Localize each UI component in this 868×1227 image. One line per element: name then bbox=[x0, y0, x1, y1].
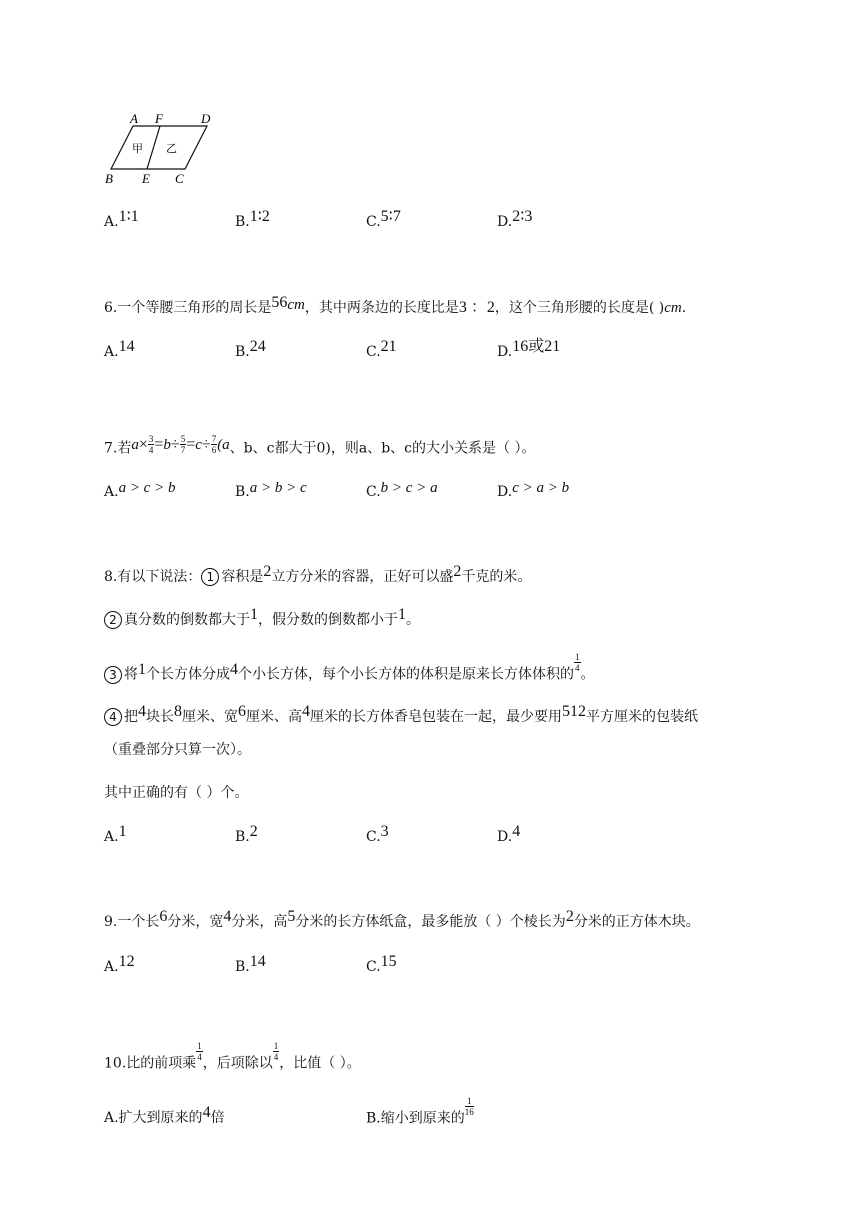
option-value: 1∶1 bbox=[118, 208, 139, 225]
q8-text: 块长 bbox=[146, 709, 174, 725]
option-value: 24 bbox=[249, 338, 266, 355]
equals-sign: = bbox=[186, 435, 196, 453]
q8-text: 真分数的倒数都大于 bbox=[124, 612, 250, 628]
q9-option-c[interactable] bbox=[366, 953, 397, 977]
parallelogram-abcd bbox=[111, 126, 207, 169]
fraction: $\frac{3}{4}$ bbox=[148, 434, 154, 455]
q9-option-a[interactable] bbox=[104, 953, 135, 977]
q10-stem bbox=[104, 1041, 361, 1074]
q8-text: 厘米、宽 bbox=[182, 709, 238, 725]
q8-line5: （重叠部分只算一次）。 bbox=[104, 742, 251, 758]
option-letter: D. bbox=[497, 344, 513, 360]
q10-text: ，比值（ ）。 bbox=[279, 1055, 361, 1072]
option-value: 15 bbox=[380, 953, 397, 970]
option-letter: A. bbox=[104, 344, 119, 360]
q6-unit: cm bbox=[287, 297, 305, 313]
option-letter: C. bbox=[366, 484, 381, 500]
option-text: B.缩小到原来的 bbox=[366, 1110, 465, 1127]
q6-option-b[interactable] bbox=[235, 338, 266, 362]
equals-sign: = bbox=[154, 435, 164, 453]
q8-option-c[interactable] bbox=[366, 823, 389, 847]
circled-number: 4 bbox=[104, 708, 122, 726]
region-jia: 甲 bbox=[132, 142, 143, 155]
q8-line6: 其中正确的有（ ）个。 bbox=[104, 785, 249, 801]
q9-number: 6 bbox=[159, 908, 168, 925]
fraction: $\frac{1}{4}$ bbox=[575, 652, 580, 673]
q9-text: 分米，高 bbox=[231, 914, 288, 930]
q5-option-b[interactable] bbox=[235, 208, 270, 232]
option-letter: B. bbox=[235, 344, 250, 360]
q5-option-d[interactable] bbox=[497, 208, 533, 232]
option-text: A.扩大到原来的 bbox=[104, 1110, 203, 1126]
q8-option-b[interactable] bbox=[235, 823, 258, 847]
q9-stem bbox=[104, 908, 700, 932]
option-letter: B. bbox=[235, 484, 250, 500]
q9-number: 2 bbox=[565, 908, 574, 925]
q7-option-b[interactable] bbox=[235, 482, 307, 502]
option-value: c > a > b bbox=[512, 480, 570, 496]
q6-option-a[interactable] bbox=[104, 338, 135, 362]
q8-number: 512 bbox=[562, 703, 586, 720]
var-a: a bbox=[131, 436, 139, 453]
var-b: b bbox=[163, 436, 171, 453]
q8-text: 平方厘米的包装纸 bbox=[586, 709, 698, 725]
q8-text: 将 bbox=[124, 666, 138, 683]
q6-text: ，其中两条边的长度比是 bbox=[304, 300, 459, 316]
q10-text: ，后项除以 bbox=[202, 1055, 273, 1072]
q8-number: 2 bbox=[263, 563, 272, 580]
label-c: C bbox=[175, 171, 184, 186]
q8-text: 把 bbox=[124, 709, 138, 725]
region-yi: 乙 bbox=[166, 142, 177, 155]
label-a: A bbox=[130, 111, 138, 126]
option-letter: D. bbox=[497, 829, 513, 845]
q8-text: 厘米、高 bbox=[246, 709, 302, 725]
q6-text: 6.一个等腰三角形的周长是 bbox=[104, 300, 272, 316]
option-value: 16或21 bbox=[512, 338, 561, 355]
q8-line1 bbox=[104, 563, 532, 587]
q8-text: 容积是 bbox=[221, 569, 264, 585]
option-letter: C. bbox=[366, 829, 381, 845]
q6-unit: cm bbox=[664, 300, 682, 316]
fraction: $\frac{1}{4}$ bbox=[273, 1041, 279, 1062]
q7-text: a、b、c的大小关系是（ ）。 bbox=[358, 440, 536, 457]
q9-text: 分米的正方体木块。 bbox=[573, 914, 700, 930]
q6-stem bbox=[104, 294, 687, 318]
q9-text: 分米，宽 bbox=[167, 914, 224, 930]
q8-number: 1 bbox=[138, 660, 146, 678]
option-value: 4 bbox=[512, 823, 521, 840]
option-value: 3 bbox=[380, 823, 389, 840]
fraction: $\frac{1}{4}$ bbox=[197, 1041, 202, 1062]
option-letter: B. bbox=[235, 214, 250, 230]
q7-option-d[interactable] bbox=[497, 482, 569, 502]
option-letter: D. bbox=[497, 484, 513, 500]
fraction: $\frac{1}{16}$ bbox=[464, 1096, 474, 1117]
q6-text: . bbox=[681, 300, 687, 316]
option-value: 1 bbox=[118, 823, 127, 840]
q8-number: 6 bbox=[238, 703, 246, 720]
q5-option-a[interactable] bbox=[104, 208, 139, 232]
option-value: 12 bbox=[118, 953, 135, 970]
option-text: 倍 bbox=[210, 1110, 225, 1126]
label-e: E bbox=[142, 171, 150, 186]
q8-text: ，假分数的倒数都小于 bbox=[258, 612, 398, 628]
q6-text: ，这个三角形腰的长度是( ) bbox=[494, 300, 665, 316]
times-sign: × bbox=[138, 435, 148, 453]
q8-text: 。 bbox=[580, 666, 595, 683]
option-letter: C. bbox=[366, 344, 381, 360]
divide-sign: ÷ bbox=[201, 435, 211, 453]
option-letter: C. bbox=[366, 214, 381, 230]
option-value: a > b > c bbox=[249, 480, 307, 496]
circled-number: 2 bbox=[104, 611, 122, 629]
q8-text: 8.有以下说法： bbox=[104, 569, 202, 585]
option-value: 2 bbox=[249, 823, 258, 840]
parallelogram-figure bbox=[100, 108, 230, 188]
label-b: B bbox=[105, 171, 113, 186]
circled-number: 3 bbox=[104, 666, 122, 684]
option-letter: A. bbox=[104, 829, 119, 845]
q8-number: 2 bbox=[453, 563, 462, 580]
q6-perimeter: 56 bbox=[271, 294, 288, 311]
q8-number: 1 bbox=[398, 606, 406, 623]
q10-text: 10.比的前项乘 bbox=[104, 1055, 197, 1072]
label-d: D bbox=[201, 111, 211, 126]
q10-option-b[interactable] bbox=[366, 1096, 474, 1129]
option-letter: B. bbox=[235, 959, 250, 975]
fraction: $\frac{5}{7}$ bbox=[180, 434, 186, 455]
option-letter: A. bbox=[104, 484, 119, 500]
divide-sign: ÷ bbox=[170, 435, 180, 453]
q9-text: 分米的长方体纸盒，最多能放（ ）个棱长为 bbox=[295, 914, 566, 930]
option-value: b > c > a bbox=[380, 480, 438, 496]
fraction: $\frac{7}{6}$ bbox=[211, 434, 217, 455]
q8-option-d[interactable] bbox=[497, 823, 521, 847]
q7-text: 7.若 bbox=[104, 440, 132, 457]
q7-option-a[interactable] bbox=[104, 482, 175, 502]
q6-option-d[interactable] bbox=[497, 338, 561, 362]
q8-number: 4 bbox=[138, 703, 146, 720]
q8-line4 bbox=[104, 703, 698, 727]
q8-number: 4 bbox=[230, 660, 238, 678]
q8-text: 。 bbox=[406, 612, 420, 628]
q8-text: 厘米的长方体香皂包装在一起，最少要用 bbox=[310, 709, 562, 725]
option-value: 21 bbox=[380, 338, 397, 355]
option-value: 2∶3 bbox=[512, 208, 533, 225]
q7-stem bbox=[104, 434, 536, 459]
q8-number: 1 bbox=[250, 606, 258, 623]
q9-option-b[interactable] bbox=[235, 953, 266, 977]
q8-text: 立方分米的容器，正好可以盛 bbox=[271, 569, 454, 585]
circled-number: 1 bbox=[201, 568, 219, 586]
segment-fe bbox=[147, 126, 160, 169]
q8-text: 千克的米。 bbox=[461, 569, 532, 585]
label-f: F bbox=[155, 111, 163, 126]
q8-text: 个长方体分成 bbox=[146, 666, 230, 683]
option-value: 4 bbox=[202, 1104, 211, 1121]
option-letter: C. bbox=[366, 959, 381, 975]
option-letter: B. bbox=[235, 829, 250, 845]
q9-number: 4 bbox=[223, 908, 232, 925]
q8-number: 4 bbox=[302, 703, 310, 720]
q5-option-c[interactable] bbox=[366, 208, 401, 232]
q10-option-a[interactable] bbox=[104, 1104, 225, 1128]
q8-option-a[interactable] bbox=[104, 823, 127, 847]
q7-condition: (a bbox=[217, 436, 230, 453]
q7-text: 、b、c都大于0)，则 bbox=[229, 440, 359, 457]
option-letter: A. bbox=[104, 214, 119, 230]
q6-ratio: 3 ：2 bbox=[458, 299, 495, 316]
q7-option-c[interactable] bbox=[366, 482, 438, 502]
option-value: a > c > b bbox=[118, 480, 176, 496]
option-value: 1∶2 bbox=[249, 208, 270, 225]
q6-option-c[interactable] bbox=[366, 338, 397, 362]
q8-text: 个小长方体，每个小长方体的体积是原来长方体体积的 bbox=[238, 666, 574, 683]
q9-text: 9.一个长 bbox=[104, 914, 160, 930]
option-value: 14 bbox=[249, 953, 266, 970]
q9-number: 5 bbox=[287, 908, 296, 925]
option-letter: A. bbox=[104, 959, 119, 975]
option-value: 5∶7 bbox=[380, 208, 401, 225]
option-value: 14 bbox=[118, 338, 135, 355]
q8-number: 8 bbox=[174, 703, 182, 720]
var-c: c bbox=[195, 436, 202, 453]
q8-line3 bbox=[104, 652, 595, 685]
option-letter: D. bbox=[497, 214, 513, 230]
q8-line2 bbox=[104, 606, 420, 630]
